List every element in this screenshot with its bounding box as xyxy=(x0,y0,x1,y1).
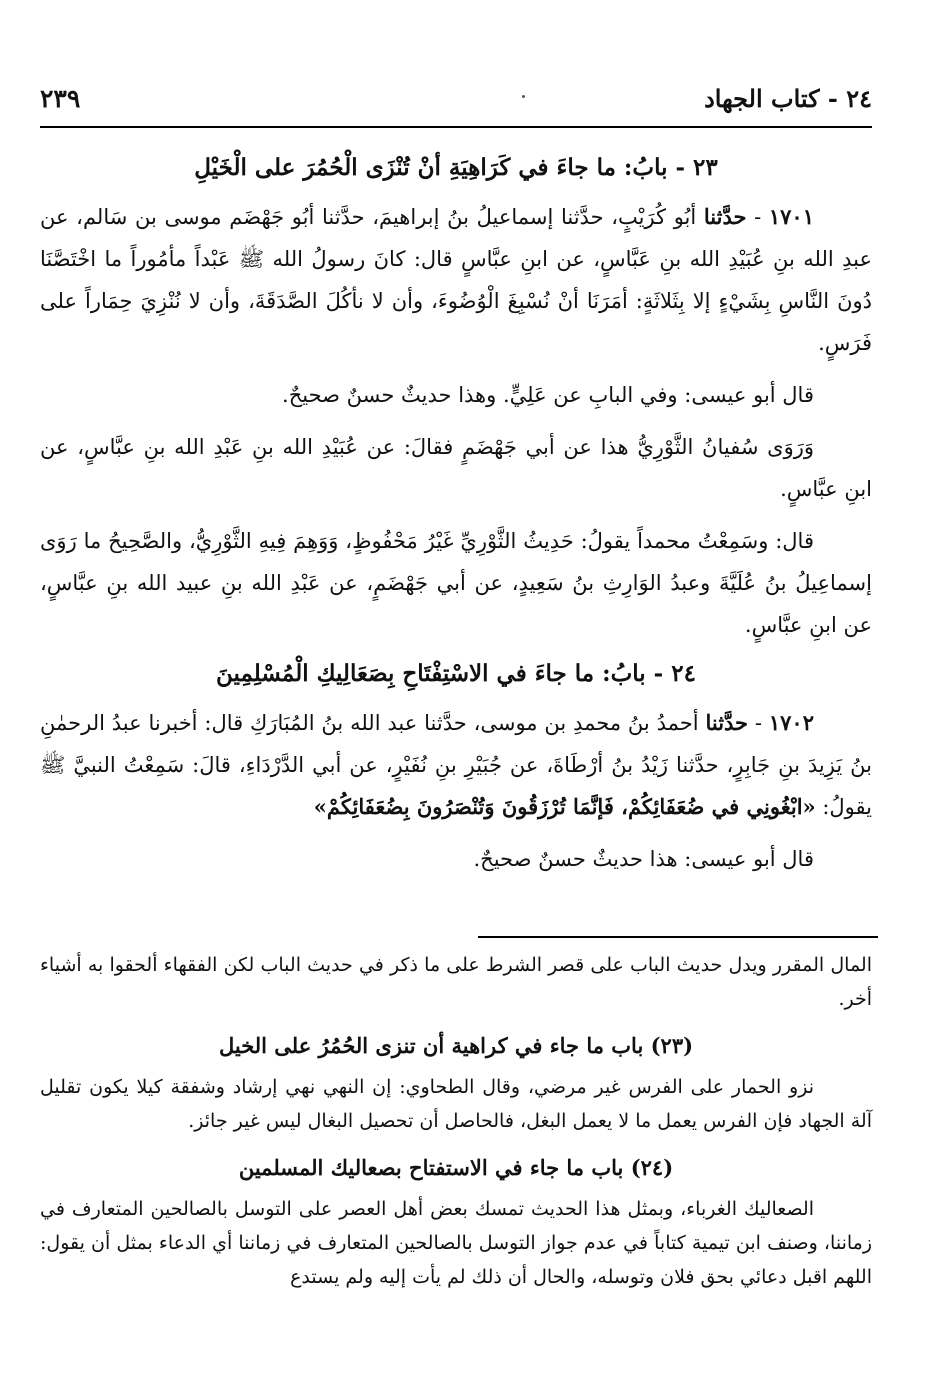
abu-isa-comment-1: قال أبو عيسى: وفي البابِ عن عَلِيٍّ. وهذا حديثٌ حسنٌ صحيحٌ. xyxy=(282,383,814,407)
note-heading-24: (٢٤) باب ما جاء في الاستفتاح بصعاليك المسلمين xyxy=(238,1155,674,1180)
note-heading-23: (٢٣) باب ما جاء في كراهية أن تنزى الحُمُرُ على الخيل xyxy=(218,1033,694,1058)
footnote-separator xyxy=(478,936,878,938)
running-title: ٢٤ - كتاب الجهاد xyxy=(704,84,872,113)
hadith-1702: ١٧٠٢ - حدَّثنا أحمدُ بنُ محمدِ بن موسى، حدَّثنا عبد الله بنُ المُبَارَكِ قال: أخبرنا عبدُ الرحمٰنِ بنُ يَزِيدَ بنِ جَابِرٍ، حدَّثنا زَيْدُ بنُ أرْطَاةَ، عن جُبَيْرِ بنِ نُفَيْرٍ، عن أبي الدَّرْدَاءِ، قالَ: سَمِعْتُ النبيَّ ﷺ يقولُ: «ابْغُونِي في ضُعَفَائِكُمْ، فَإنَّمَا تُرْزَقُونَ وَتُنْصَرُونَ بِضُعَفَائِكُمْ» xyxy=(40,710,872,819)
print-speck xyxy=(522,95,525,98)
note-paragraph: المال المقرر ويدل حديث الباب على قصر الشرط على ما ذكر في حديث الباب لكن الفقهاء ألحقوا به أشياء أخر. xyxy=(40,954,872,1010)
main-text xyxy=(40,140,872,880)
chapter-heading-24: ٢٤ - بابُ: ما جاءَ في الاسْتِفْتَاحِ بِصَعَالِيكِ الْمُسْلِمِينَ xyxy=(216,660,696,687)
abu-isa-comment-2: قال أبو عيسى: هذا حديثٌ حسنٌ صحيحٌ. xyxy=(473,847,814,871)
hadith-text: أبُو كُرَيْبٍ، حدَّثنا إسماعيلُ بنُ إبراهيمَ، حدَّثنا أبُو جَهْضَم موسى بن سَالم، عن عبدِ الله بنِ عُبَيْدِ الله بنِ عَبَّاسٍ، عن ابنِ عبَّاسٍ قال: كانَ رسولُ الله ﷺ عَبْداً مأمُوراً ما اخْتَصَّنَا دُونَ النَّاسِ بِشَيْءٍ إلا بِثَلاثَةٍ: أمَرَنَا أنْ نُسْبِغَ الْوُضُوءَ، وأن لا نأكُلَ الصَّدَقَةَ، وأن لا نُنْزِيَ حِمَاراً على فَرَسٍ. xyxy=(40,205,872,355)
chapter-heading-23: ٢٣ - بابُ: ما جاءَ في كَرَاهِيَةِ أنْ تُنْزَى الْحُمُرَ على الْخَيْلِ xyxy=(194,154,718,181)
hadith-text: أحمدُ بنُ محمدِ بن موسى، حدَّثنا عبد الله بنُ المُبَارَكِ قال: أخبرنا عبدُ الرحمٰنِ بنُ يَزِيدَ بنِ جَابِرٍ، حدَّثنا زَيْدُ بنُ أرْطَاةَ، عن جُبَيْرِ بنِ نُفَيْرٍ، عن أبي الدَّرْدَاءِ، قالَ: سَمِعْتُ النبيَّ ﷺ يقولُ: xyxy=(40,711,872,819)
page-header xyxy=(40,78,872,118)
haddathana-label: حدَّثنا xyxy=(703,204,747,229)
haddathana-label: حدَّثنا xyxy=(705,710,749,735)
bukhari-comment: قال: وسَمِعْتُ محمداً يقولُ: حَدِيثُ الثَّوْرِيِّ غَيْرُ مَحْفُوظٍ، وَوَهِمَ فِيهِ الثَّوْرِيُّ، والصَّحِيحُ ما رَوَى إسماعِيلُ بنُ عُلَيَّةَ وعبدُ الوَارِثِ بنُ سَعِيدٍ، عن أبي جَهْضَمٍ، عن عَبْدِ الله بنِ عبيد الله بنِ عبَّاسٍ، عن ابنِ عبَّاسٍ. xyxy=(40,529,872,637)
thawri-narration: وَرَوَى سُفيانُ الثَّوْرِيُّ هذا عن أبي جَهْضَمٍ فقالَ: عن عُبَيْدِ الله بنِ عَبْدِ الله بنِ عبَّاسٍ، عن ابنِ عبَّاسٍ. xyxy=(40,435,872,501)
header-rule xyxy=(40,126,872,128)
note-paragraph: الصعاليك الغرباء، وبمثل هذا الحديث تمسك بعض أهل العصر على التوسل بالصالحين المتعارف في زماننا، وصنف ابن تيمية كتاباً في عدم جواز التوسل بالصالحين المتعارف في زماننا أي الدعاء بمثل أن يقول: اللهم اقبل دعائي بحق فلان وتوسله، والحال أن ذلك لم يأت إليه ولم يستدع xyxy=(40,1198,872,1288)
hadith-number: ١٧٠٢ xyxy=(768,710,814,735)
hadith-1701: ١٧٠١ - حدَّثنا أبُو كُرَيْبٍ، حدَّثنا إسماعيلُ بنُ إبراهيمَ، حدَّثنا أبُو جَهْضَم موسى بن سَالم، عن عبدِ الله بنِ عُبَيْدِ الله بنِ عَبَّاسٍ، عن ابنِ عبَّاسٍ قال: كانَ رسولُ الله ﷺ عَبْداً مأمُوراً ما اخْتَصَّنَا دُونَ النَّاسِ بِشَيْءٍ إلا بِثَلاثَةٍ: أمَرَنَا أنْ نُسْبِغَ الْوُضُوءَ، وأن لا نأكُلَ الصَّدَقَةَ، وأن لا نُنْزِيَ حِمَاراً على فَرَسٍ. xyxy=(40,204,872,355)
page-number: ٢٣٩ xyxy=(40,84,81,113)
commentary-notes xyxy=(40,948,872,1294)
prophetic-quote: «ابْغُونِي في ضُعَفَائِكُمْ، فَإنَّمَا تُرْزَقُونَ وَتُنْصَرُونَ بِضُعَفَائِكُمْ» xyxy=(313,794,816,819)
note-paragraph: نزو الحمار على الفرس غير مرضي، وقال الطحاوي: إن النهي نهي إرشاد وشفقة كيلا يكون تقليل آلة الجهاد فإن الفرس يعمل ما لا يعمل البغل، فالحاصل أن تحصيل البغال ليس غير جائز. xyxy=(40,1076,872,1132)
hadith-number: ١٧٠١ xyxy=(768,204,814,229)
